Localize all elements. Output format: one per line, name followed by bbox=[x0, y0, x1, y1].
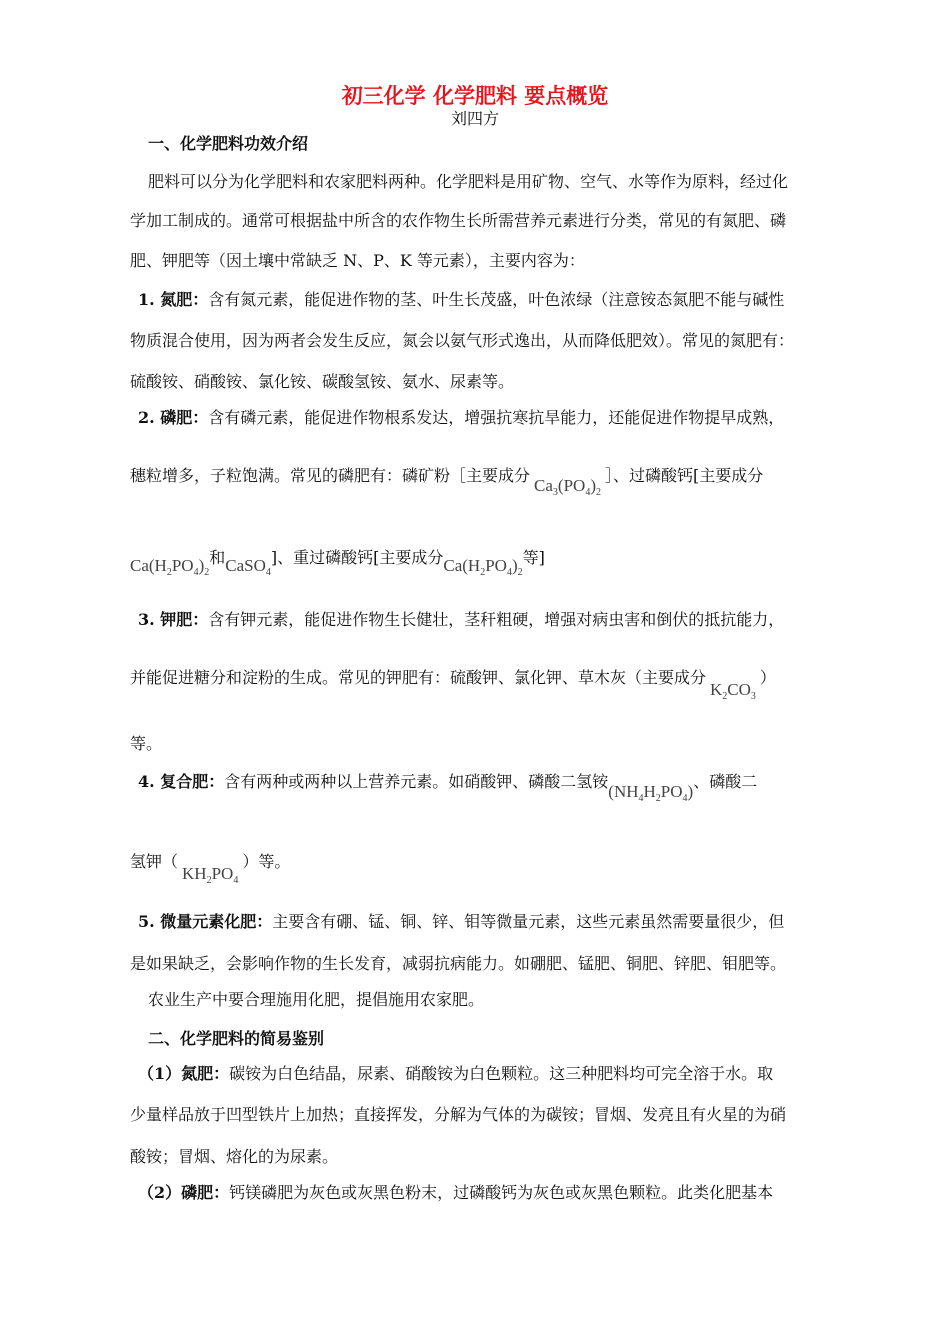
identify-nitrogen bbox=[138, 1064, 773, 1084]
identify-phosphorus bbox=[138, 1183, 773, 1203]
compound-line-2b: ）等。 bbox=[242, 852, 291, 871]
identify-phosphorus-label: （2）磷肥： bbox=[138, 1183, 230, 1202]
potassium-text: 含有钾元素，能促进作物生长健壮，茎秆粗硬，增强对病虫害和倒伏的抵抗能力， bbox=[208, 610, 785, 629]
potassium-line-3: 等。 bbox=[130, 734, 163, 753]
micro-label: 5. 微量元素化肥： bbox=[138, 912, 273, 931]
nitrogen-label: 1. 氮肥： bbox=[138, 290, 209, 309]
formula-nh4h2po4: $(NH_4H_2PO_4)$ bbox=[608, 782, 694, 804]
page-title: 初三化学 化学肥料 要点概览 bbox=[341, 83, 609, 108]
potassium-paragraph bbox=[138, 610, 784, 630]
phosphorus-line-2b: ］、过磷酸钙[主要成分 bbox=[604, 466, 764, 485]
compound-text: 含有两种或两种以上营养元素。如硝酸钾、磷酸二氢铵 bbox=[224, 772, 609, 791]
formula-caso4: CaSO$_4$ bbox=[225, 556, 271, 578]
phosphorus-paragraph bbox=[138, 408, 784, 428]
micro-line-2: 是如果缺乏，会影响作物的生长发育，减弱抗病能力。如硼肥、锰肥、铜肥、锌肥、钼肥等。 bbox=[130, 954, 787, 973]
formula-k2co3: $K_2CO_3$ bbox=[710, 680, 756, 702]
identify-nitrogen-line-2: 少量样品放于凹型铁片上加热；直接挥发，分解为气体的为碳铵；冒烟、发亮且有火星的为硝 bbox=[130, 1105, 787, 1124]
phosphorus-line-3 bbox=[130, 548, 545, 583]
farm-advice: 农业生产中要合理施用化肥，提倡施用农家肥。 bbox=[148, 990, 485, 1009]
phosphorus-line-3c: 等] bbox=[522, 548, 545, 567]
nitrogen-line-3: 硫酸铵、硝酸铵、氯化铵、碳酸氢铵、氨水、尿素等。 bbox=[130, 372, 515, 391]
identify-phosphorus-text: 钙镁磷肥为灰色或灰黑色粉末，过磷酸钙为灰色或灰黑色颗粒。此类化肥基本 bbox=[229, 1183, 774, 1202]
potassium-line-2a: 并能促进糖分和淀粉的生成。常见的钾肥有：硫酸钾、氯化钾、草木灰（主要成分 bbox=[130, 668, 707, 687]
phosphorus-line-2a: 穗粒增多，子粒饱满。常见的磷肥有：磷矿粉［主要成分 bbox=[130, 466, 531, 485]
intro-line-2: 学加工制成的。通常可根据盐中所含的农作物生长所需营养元素进行分类，常见的有氮肥、磷 bbox=[130, 211, 787, 230]
and-text: 和 bbox=[209, 548, 226, 567]
compound-label: 4. 复合肥： bbox=[138, 772, 225, 791]
compound-text-b: 、磷酸二 bbox=[693, 772, 758, 791]
identify-nitrogen-line-3: 酸铵；冒烟、熔化的为尿素。 bbox=[130, 1147, 339, 1166]
potassium-line-2b: ） bbox=[759, 668, 776, 687]
phosphorus-line-3b: ]、重过磷酸钙[主要成分 bbox=[270, 548, 444, 567]
formula-ca3po42: $Ca_3(PO_4)_2$ bbox=[534, 476, 601, 498]
section-2-heading: 二、化学肥料的简易鉴别 bbox=[148, 1029, 325, 1048]
nitrogen-paragraph bbox=[138, 290, 784, 310]
formula-cah2po42-a: $Ca(H_2PO_4)_2$ bbox=[130, 556, 210, 578]
phosphorus-text: 含有磷元素，能促进作物根系发达，增强抗寒抗旱能力，还能促进作物提早成熟， bbox=[208, 408, 785, 427]
potassium-label: 3. 钾肥： bbox=[138, 610, 209, 629]
nitrogen-text: 含有氮元素，能促进作物的茎、叶生长茂盛，叶色浓绿（注意铵态氮肥不能与碱性 bbox=[208, 290, 785, 309]
compound-line-2 bbox=[130, 852, 291, 886]
phosphorus-line-2 bbox=[130, 466, 764, 498]
identify-nitrogen-label: （1）氮肥： bbox=[138, 1064, 230, 1083]
author: 刘四方 bbox=[450, 109, 499, 128]
section-1-heading: 一、化学肥料功效介绍 bbox=[148, 134, 309, 153]
potassium-line-2 bbox=[130, 668, 776, 702]
compound-line-2a: 氢钾（ bbox=[130, 852, 179, 871]
nitrogen-line-2: 物质混合使用，因为两者会发生反应，氮会以氨气形式逸出，从而降低肥效）。常见的氮肥有： bbox=[130, 331, 795, 350]
micro-paragraph bbox=[138, 912, 784, 932]
compound-paragraph bbox=[138, 772, 758, 804]
formula-kh2po4: $KH_2PO_4$ bbox=[182, 864, 239, 886]
intro-line-1: 肥料可以分为化学肥料和农家肥料两种。化学肥料是用矿物、空气、水等作为原料，经过化 bbox=[148, 172, 789, 191]
formula-cah2po42-b: $Ca(H_2PO_4)_2$ bbox=[443, 556, 523, 578]
micro-text: 主要含有硼、锰、铜、锌、钼等微量元素，这些元素虽然需要量很少，但 bbox=[272, 912, 785, 931]
intro-line-3: 肥、钾肥等（因土壤中常缺乏 N、P、K 等元素），主要内容为： bbox=[130, 251, 585, 270]
phosphorus-label: 2. 磷肥： bbox=[138, 408, 209, 427]
identify-nitrogen-text: 碳铵为白色结晶，尿素、硝酸铵为白色颗粒。这三种肥料均可完全溶于水。取 bbox=[229, 1064, 774, 1083]
